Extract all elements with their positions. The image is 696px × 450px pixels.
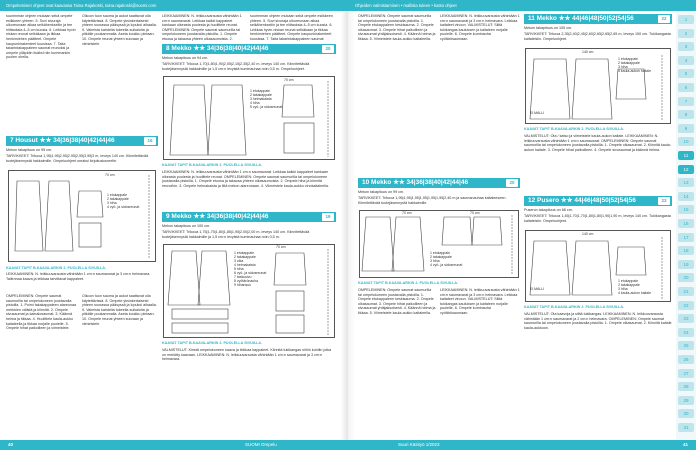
p11-legend-2: 2 takakappale xyxy=(618,61,640,65)
p10-intro-text: OMPELEMINEN: Ompele saumat saumurilla tai ompelukoneen joustavalla pistoilla. 1. Ompele etukappaleen keskisauma. 2. Ompele olkasaumat. 3. Ompele hihat paikoilleen ja sivusaumat yhtäjaksoisesti. 4. Käännä helma ja tikkaa. 5. Viimeistele kaula-aukko kaitaleella. xyxy=(358,14,436,41)
side-tab-16[interactable]: 16 xyxy=(678,219,694,228)
side-tab-27[interactable]: 27 xyxy=(678,369,694,378)
side-tab-15[interactable]: 15 xyxy=(678,205,694,214)
pattern-9-caption: KAAVAT TAPIT B-KAAVA-ARKIN 2. PUOLELLA SIVUILLA. xyxy=(162,341,263,345)
side-tab-2[interactable]: 2 xyxy=(678,29,694,38)
pattern-12-page: 23 xyxy=(658,197,670,205)
footer-tag-left: SUOMI Ompelu xyxy=(245,442,277,447)
side-tab-30[interactable]: 30 xyxy=(678,409,694,418)
column-p7-text-b xyxy=(82,14,157,132)
column-p7-text-a xyxy=(6,14,79,132)
pattern-7-page: 16 xyxy=(144,137,156,145)
p8-legend-2: 2 takakappale xyxy=(250,93,272,97)
pattern-12-header xyxy=(524,196,672,206)
p9-legend-3: 3 olka xyxy=(234,259,244,263)
p7-text-b: Olkoon tuon sauma ja aukot saattavat olla käytettävissä. 8. Ompele yksinkertaisesti yhteen suorassa pääsyssä ja lopuksi alhaalla. 9. Valmista kahdella tukeella suikaloita ja pitkälle poukammalla. Aseta koukku pintaan. 10. Ompele reunat yhteen suoraan ja viimeistele. xyxy=(82,14,157,46)
column-p9-text xyxy=(162,348,336,436)
pattern-9-header xyxy=(162,212,336,222)
p9-legend-1: 1 etukappale xyxy=(234,251,255,255)
p7-section-text: LEIKKAAMINEN: N. leikkuuvarausta vähintään 1 cm:n saumavarat ja 3 cm:n helmavara. Tallennaa kaava ja leikkaa tarvittavat kappaleet. xyxy=(6,272,151,281)
side-tab-22[interactable]: 22 xyxy=(678,301,694,310)
side-tab-29[interactable]: 29 xyxy=(678,396,694,405)
side-tab-21[interactable]: 21 xyxy=(678,287,694,296)
p12-fold-label: El.MALLI xyxy=(530,287,545,291)
p11-fabric-width: 140 cm xyxy=(582,50,594,54)
side-tab-31[interactable]: 31 xyxy=(678,423,694,432)
p8-legend-3: 3 helmakaista xyxy=(250,97,272,101)
p10-fabric-width-b: 70 cm xyxy=(470,211,480,215)
pattern-11-cutting-layout xyxy=(525,48,671,124)
p7-text-a: suorimman ohjeen mukaan sekä ompele esilkkeen yhteen. 5. Suvi sivuraja ulkoreunaan alkaa selkähenkseliin ja tee niittauksia 4–5 cm kuosia. 6. Leikkaa hyvin niskan reunat selkäkaan ja tikkaa henkimiehen päätteet. Ompele kaupunkirakenteet kuosissa. 7. Taita takarintakappaleen saumat reunoksi ja ompele ylläpidin lisäksi niin kummankin puolen ohella. xyxy=(6,14,76,60)
side-tab-14[interactable]: 14 xyxy=(678,192,694,201)
p11-fold-label: El.MALLI xyxy=(530,111,545,115)
p7-legend-3: 3 hiha xyxy=(107,201,117,205)
side-tab-1[interactable]: 1 xyxy=(678,15,694,24)
pattern-8-cutting-layout xyxy=(163,76,335,160)
pattern-7-title: 7 Housut ★★ 34|36|38|40|42|44|46 xyxy=(10,137,115,144)
side-tab-5[interactable]: 5 xyxy=(678,69,694,78)
side-tab-4[interactable]: 4 xyxy=(678,56,694,65)
pattern-9-cutting-layout xyxy=(163,244,335,338)
side-tab-25[interactable]: 25 xyxy=(678,341,694,350)
side-tab-strip xyxy=(676,11,696,440)
p11-legend-1: 1 etukappale xyxy=(618,57,639,61)
p10-legend xyxy=(430,251,510,267)
column-p8-intro xyxy=(162,14,242,42)
p8-intro-text: LEIKKAAMINEN: N. leikkuuvarausta vähintään 1 cm:n saumavarat. Leikkaa kaikki kappaleet kankaan oikeasta puolesta ja huolittele reunat. OMPELEMINEN: Ompele saumat saumurilla tai ompelukoneen joustavalla pistoilla. 1. Ompele etuosa ja takaosa yhteen olkasaumoista. 2. xyxy=(162,14,242,41)
side-tab-9[interactable]: 9 xyxy=(678,124,694,133)
pattern-7-header xyxy=(6,136,158,146)
column-p8-text xyxy=(162,170,336,210)
side-tab-18[interactable]: 18 xyxy=(678,246,694,255)
footer-tag-right: Suuri Käsityö 1/2023 xyxy=(398,442,440,447)
pattern-12-caption: KAAVAT TAPIT B-KAAVA-ARKIN 2. PUOLELLA SIVUILLA. xyxy=(524,305,625,309)
p7-legend-1: 1 etukappale xyxy=(107,193,128,197)
p12-legend-1: 1 etukappale xyxy=(618,279,639,283)
pattern-8-header xyxy=(162,44,336,54)
p12-body-text: VALMISTELUT: Ota kaavoja ja silitä tukikangas. LEIKKAAMINEN: N. leikkuuvarausta vähintään 1 cm:n saumavarat ja 2 cm:n helmavara. OMPELEMINEN: Ompele saumat saumurilla tai ompelukoneen joustavalla pistoilla. 1. Ompele olkasaumat. 2. Kiinnitä kaitale kaula-aukkoon. xyxy=(524,312,672,330)
p7-legend xyxy=(107,193,151,209)
p7-fabric-width: 70 cm xyxy=(105,173,115,177)
p9-fabric-width: 70 cm xyxy=(276,245,286,249)
column-p10-intro xyxy=(358,14,436,174)
p8-legend-5: 5 vyö- ja sidosreunat xyxy=(250,105,283,109)
pattern-7-steps xyxy=(6,294,79,436)
side-tab-17[interactable]: 17 xyxy=(678,233,694,242)
p11-legend xyxy=(618,57,664,73)
pattern-10-title: 10 Mekko ★★ 34|36|38|40|42|44|46 xyxy=(362,179,469,186)
p9-legend-2: 2 takakappale xyxy=(234,255,256,259)
pattern-12-sizes: Puseron takapituus on 68 cm. xyxy=(524,208,573,212)
column-p12-body xyxy=(524,312,672,436)
p7-legend-2: 2 takakappale xyxy=(107,197,129,201)
pattern-9-sizes: Mekon takapituus on 100 cm. xyxy=(162,224,211,228)
p9-body-text: VALMISTELUT: Kiristä ompelukoneen kaava ja leikkaa kappaleet. Kiinnitä tukikangas niihin kohtiin jotka on merkitty kaavaan. LEIKKAAMINEN: N. leikkuuvarausta vähintään 1 cm:n saumavarat ja 3 cm:n helmavara. xyxy=(162,348,332,362)
pattern-9-title: 9 Mekko ★★ 34|36|38|40|42|44|46 xyxy=(166,213,269,220)
pattern-12-cutting-layout xyxy=(525,230,671,302)
column-p8-intro-b xyxy=(250,14,335,42)
pattern-11-sizes: Mekon takapituus on 105 cm. xyxy=(524,26,573,30)
bottom-footer-bar xyxy=(0,440,696,450)
p10-body-a-text: OMPELEMINEN: Ompele saumat saumurilla tai ompelukoneen joustavalla pistoilla. 1. Ompele etukappaleen keskisauma. 2. Ompele olkasaumat. 3. Ompele hihat paikoilleen ja sivusaumat yhtäjaksoisesti. 4. Käännä helma ja tikkaa. 5. Viimeistele kaula-aukko kaitaleella. xyxy=(358,288,436,315)
pattern-12-measure: TARVIKKEET: Trikooa 1,45|1,70|1,70|1,80|1,80|1,90|1,90 m, leveys 140 cm. Tukikangasta kaitaleisiin. Ompeluohjeet. xyxy=(524,214,671,223)
column-p10-body-b xyxy=(440,288,520,436)
p7-steps-b-text: Olkoon tuon sauma ja aukot saattavat olla käytettävissä. 8. Ompele yksinkertaisesti yhteen suorassa pääsyssä ja lopuksi alhaalla. 9. Valmista kahdella tukeella suikaloita ja pitkälle poukammalla. Aseta koukku pintaan. 10. Ompele reunat yhteen suoraan ja viimeistele. xyxy=(82,294,157,326)
p9-legend-9: 9 hihansuu xyxy=(234,283,252,287)
p9-legend-5: 5 hiha xyxy=(234,267,244,271)
p10-layout-svg xyxy=(360,211,520,279)
pattern-9-page: 19 xyxy=(322,213,334,221)
pattern-7-cutting-layout xyxy=(8,170,156,262)
p8-fabric-width: 70 cm xyxy=(284,78,294,82)
pattern-8-title: 8 Mekko ★★ 34|36|38|40|42|44|46 xyxy=(166,45,269,52)
pattern-8-page: 20 xyxy=(322,45,334,53)
pattern-11-measure: TARVIKKEET: Trikooa 2,35|2,40|2,45|2,60|2,65|2,65|2,65 m, leveys 150 cm. Tukikangasta kaitaleisiin. Ompeluohjeet. xyxy=(524,32,671,41)
p12-fabric-width: 140 cm xyxy=(582,232,594,236)
side-tab-10[interactable]: 10 xyxy=(678,137,694,146)
pattern-7-caption: KAAVAT TAPIT B-KAAVA-ARKIN 2. PUOLELLA SIVUILLA. xyxy=(6,266,107,270)
pattern-8-caption: KAAVAT TAPIT B-KAAVA-ARKIN 2. PUOLELLA SIVUILLA. xyxy=(162,163,263,167)
pattern-10-sizes: Mekon takapituus on 99 cm. xyxy=(358,190,405,194)
p12-legend-2: 2 takakappale xyxy=(618,283,640,287)
page-gutter xyxy=(341,11,355,440)
side-tab-12[interactable]: 12 xyxy=(678,165,694,174)
p7-legend-4: 4 vyö- ja sidosreunat xyxy=(107,205,140,209)
pattern-7-measure: TARVIKKEET: Trikooa 1,95|1,95|2,95|2,95|2,95|3,95|3 m, leveys 140 cm. Kiinnitettävää tuotejäsennystä hakkaimille. Ompeluohjeet omaksi kirjoituskoneelle. xyxy=(6,154,149,163)
side-tab-26[interactable]: 26 xyxy=(678,355,694,364)
side-tab-20[interactable]: 20 xyxy=(678,273,694,282)
side-tab-8[interactable]: 8 xyxy=(678,110,694,119)
side-tab-7[interactable]: 7 xyxy=(678,97,694,106)
page-number-left: 40 xyxy=(8,442,14,447)
p12-legend-4: 4 kaula-aukon kaitale xyxy=(618,291,652,295)
side-tab-24[interactable]: 24 xyxy=(678,328,694,337)
side-tab-19[interactable]: 19 xyxy=(678,260,694,269)
pattern-10-caption: KAAVAT TAPIT B-KAAVA-ARKIN 2. PUOLELLA SIVUILLA. xyxy=(358,281,459,285)
pattern-8-measure: TARVIKKEET: Trikooa 1,70|1,80|1,90|2,05|2,15|2,35|2,40 m, leveys 140 cm. Kiinnitettävää tuotejäsennystä hakkaimille ja 1,5 cm:n levyistä kuminauhaa noin 0,5 m. Ompeluohjeet. xyxy=(162,62,310,71)
pattern-8-sizes: Mekon takapituus on 94 cm. xyxy=(162,56,209,60)
pattern-11-caption: KAAVAT TAPIT B-KAAVA-ARKIN 2. PUOLELLA SIVUILLA. xyxy=(524,127,625,131)
p9-legend-4: 4 helmakaista xyxy=(234,263,256,267)
p12-legend-3: 3 hiha xyxy=(618,287,628,291)
pattern-11-header xyxy=(524,14,672,24)
p9-legend xyxy=(234,251,274,287)
page-number-right: 41 xyxy=(682,442,688,447)
p11-body-text: VALMISTELUT: Ota / katso ja viimeistele kaula-aukon kaitale. LEIKKAAMINEN: N. leikkuuvarausta vähintään 1 cm:n saumavarat. OMPELEMINEN: Ompele saumat saumurilla tai ompelukoneen joustavalla pistoilla. 1. Ompele olkasaumat. 2. Kiinnitä kaula-aukon kaitale. 3. Ompele hihat paikoilleen. 4. Ompele sivusaumat ja käännä helma. xyxy=(524,134,671,152)
p9-legend-8: 8 vyötärönauha xyxy=(234,279,259,283)
top-header-bar xyxy=(0,0,696,11)
p8-legend-4: 4 hiha xyxy=(250,101,260,105)
side-tab-23[interactable]: 23 xyxy=(678,314,694,323)
p10-fabric-width-a: 70 cm xyxy=(402,211,412,215)
p7-steps-text: OMPELEMINEN: Ompele saumat saumurilla tai ompelukoneen joustavalla pistoilla. 1. Poimi takakappaleen alareunaa merkkien välistä ja kiinnitä. 2. Ompele sivusaumat ja kainalosaumat. 3. Käännä helma ja tikkaa. 4. Huolittele kaula-aukko kaitaleella ja tikkaa nurjalle puolelle. 5. Ompele hihat paikoilleen ja viimeistele. xyxy=(6,294,77,331)
p10-body-b-text: LEIKKAAMINEN: N. leikkuuvarausta vähintään 1 cm:n saumavarat ja 3 cm:n helmavara. Leikkaa kaitaleet vinoon. VALMISTELUT: Silitä tukikangas kauluksen ja kaitaleen nurjalle puolelle. 6. Ompele kuminauha vyötärösaumaan. xyxy=(440,288,520,315)
p11-legend-3: 3 hiha xyxy=(618,65,628,69)
pattern-11-page: 22 xyxy=(658,15,670,23)
side-tab-3[interactable]: 3 xyxy=(678,42,694,51)
pattern-11-title: 11 Mekko ★★ 44|46|48|50|52|54|56 xyxy=(528,15,634,22)
pattern-10-measure: TARVIKKEET: Trikooa 1,95|1,95|1,95|1,95|1,95|1,95|2,40 m ja saumanauhaa kaitaleeseen. Kiinnitettävää tuotejäsennystä hakkaimille. xyxy=(358,196,507,205)
pattern-10-page: 20 xyxy=(506,179,518,187)
pattern-9-measure: TARVIKKEET: Trikooa 1,75|1,75|1,80|1,85|1,95|2,00|2,00 m, leveys 140 cm. Kiinnitettävää tuotejäsennystä hakkaimille ja 1,5 cm:n levyistä kuminauhaa noin 0,5 m. xyxy=(162,230,310,239)
p12-legend xyxy=(618,279,664,295)
side-tab-28[interactable]: 28 xyxy=(678,382,694,391)
header-left-text: Ompelemisen ohjeet ovat kaavassa Taina Rajakoski, taina.rajakoski@suomi.com xyxy=(6,3,157,8)
column-p11-body xyxy=(524,134,672,192)
p9-legend-7: 7 taskusivu xyxy=(234,275,252,279)
p11-legend-4: 4 kaula-aukon kaitale xyxy=(618,69,652,73)
p10-legend-1: 1 etukappale xyxy=(430,251,451,255)
column-p10-body-a xyxy=(358,288,436,436)
p10-legend-3: 3 hiha xyxy=(430,259,440,263)
side-tab-13[interactable]: 13 xyxy=(678,178,694,187)
p10-legend-4: 4 vyö- ja sidosreunat xyxy=(430,263,463,267)
p8-body-text: LEIKKAAMINEN: N. leikkuuvarausta vähintään 1 cm:n saumavarat. Leikkaa kaikki kappaleet kankaan oikeasta puolesta ja huolittele reunat. OMPELEMINEN: Ompele saumat saumurilla tai ompelukoneen joustavalla pistoilla. 1. Ompele etuosa ja takaosa yhteen olkasaumoista. 2. Ompele hiha ja kiinnitä reunoihin. 3. Ompele helmakaista ja liitä mekon alareunaan. 4. Viimeistele kaula-aukko vinokaitaleella. xyxy=(162,170,329,188)
column-p10-intro-b xyxy=(440,14,520,174)
cutting-layout-svg xyxy=(9,171,157,263)
header-right-text: Ohjeiden valmistaminen • mallista tuleen • katso ohjeet xyxy=(355,3,457,8)
p10-intro-b-text: LEIKKAAMINEN: N. leikkuuvarausta vähintään 1 cm:n saumavarat ja 3 cm:n helmavara. Leikkaa kaitaleet vinoon. VALMISTELUT: Silitä tukikangas kauluksen ja kaitaleen nurjalle puolelle. 6. Ompele kuminauha vyötärösaumaan. xyxy=(440,14,520,41)
side-tab-11[interactable]: 11 xyxy=(678,151,694,160)
pattern-7-sizes: Mekon takapituus on 95 cm. xyxy=(6,148,53,152)
p9-legend-6: 6 vyö- ja sidosreunat xyxy=(234,271,267,275)
pattern-12-title: 12 Pusero ★★ 44|46|48|50|52|54|56 xyxy=(528,197,636,204)
p8-intro-b-text: suorimman ohjeen mukaan sekä ompele esilkkeen yhteen. 5. Suvi sivuraja ulkoreunaan alkaa selkähenkseliin ja tee niittauksia 4–5 cm kuosia. 6. Leikkaa hyvin niskan reunat selkäkaan ja tikkaa henkimiehen päätteet. Ompele kaupunkirakenteet kuosissa. 7. Taita takarintakappaleen saumat xyxy=(250,14,333,41)
pattern-10-cutting-layout xyxy=(359,210,519,278)
p8-legend xyxy=(250,89,286,109)
p10-legend-2: 2 takakappale xyxy=(430,255,452,259)
side-tab-6[interactable]: 6 xyxy=(678,83,694,92)
p8-legend-1: 1 etukappale xyxy=(250,89,271,93)
pattern-7-section xyxy=(6,272,158,292)
pattern-10-header xyxy=(358,178,520,188)
pattern-7-steps-b xyxy=(82,294,157,436)
